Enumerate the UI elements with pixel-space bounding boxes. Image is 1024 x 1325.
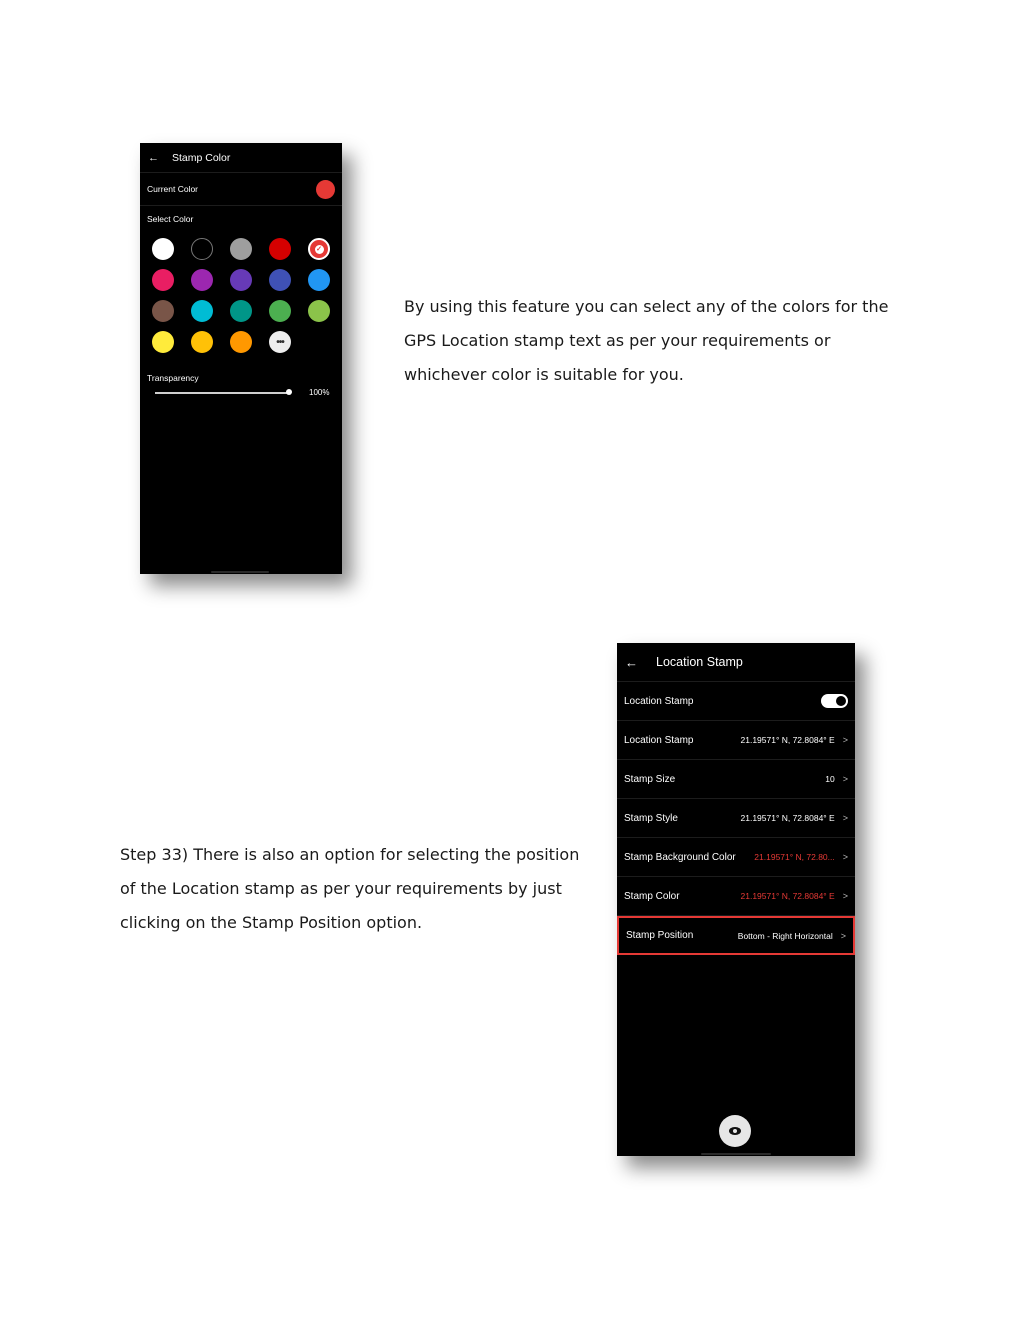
settings-list	[617, 721, 855, 955]
color-swatch[interactable]	[269, 238, 291, 260]
chevron-right-icon: >	[842, 852, 848, 862]
toggle-row-label: Location Stamp	[624, 695, 694, 707]
current-color-label: Current Color	[147, 184, 199, 194]
settings-row[interactable]	[617, 760, 855, 799]
transparency-slider-row	[140, 383, 342, 397]
current-color-swatch	[316, 180, 335, 199]
preview-button[interactable]	[719, 1115, 751, 1147]
color-swatch[interactable]	[230, 269, 252, 291]
chevron-right-icon: >	[842, 891, 848, 901]
settings-row-label: Location Stamp	[624, 734, 694, 746]
toggle-knob	[836, 696, 846, 706]
color-swatch[interactable]	[191, 238, 213, 260]
settings-row-label: Stamp Color	[624, 890, 680, 902]
settings-row-label: Stamp Style	[624, 812, 678, 824]
arrow-left-icon[interactable]: ←	[625, 654, 638, 670]
settings-row-value: 21.19571° N, 72.8084° E	[740, 891, 835, 901]
location-stamp-toggle-row[interactable]	[617, 682, 855, 721]
screen-title: Stamp Color	[172, 151, 231, 164]
color-swatch[interactable]	[308, 238, 330, 260]
settings-row-label: Stamp Background Color	[624, 851, 736, 863]
settings-row-value: 10	[825, 774, 835, 784]
color-swatch[interactable]	[308, 269, 330, 291]
color-swatch[interactable]	[230, 331, 252, 353]
color-swatch-grid	[140, 224, 342, 353]
color-swatch[interactable]	[152, 331, 174, 353]
transparency-slider[interactable]	[155, 392, 289, 394]
app-header	[617, 643, 855, 682]
chevron-right-icon: >	[842, 774, 848, 784]
color-swatch[interactable]	[191, 269, 213, 291]
color-swatch[interactable]	[269, 300, 291, 322]
settings-row-value: Bottom - Right Horizontal	[737, 930, 833, 941]
paragraph-color-feature: By using this feature you can select any of the colors for the GPS Location stamp text as per your requirements or whichever color is suitable for you.	[404, 297, 889, 384]
select-color-label: Select Color	[147, 214, 194, 224]
transparency-value: 100%	[309, 388, 330, 397]
settings-row[interactable]	[617, 721, 855, 760]
color-swatch[interactable]	[191, 300, 213, 322]
settings-row[interactable]	[617, 916, 855, 955]
settings-row-label: Stamp Position	[626, 930, 694, 941]
slider-knob[interactable]	[286, 389, 292, 395]
color-swatch[interactable]	[152, 269, 174, 291]
app-header	[140, 143, 342, 173]
settings-row[interactable]	[617, 799, 855, 838]
settings-row-label: Stamp Size	[624, 773, 676, 785]
color-swatch[interactable]	[269, 269, 291, 291]
color-swatch[interactable]	[152, 300, 174, 322]
eye-icon	[729, 1127, 741, 1135]
color-swatch[interactable]	[308, 300, 330, 322]
chevron-right-icon: >	[842, 813, 848, 823]
arrow-left-icon[interactable]: ←	[148, 151, 159, 164]
paragraph-step-33: Step 33) There is also an option for selecting the position of the Location stamp as per your requirements by just clicking on the Stamp Position option.	[120, 845, 580, 932]
more-colors-button[interactable]	[269, 331, 291, 353]
chevron-right-icon: >	[842, 735, 848, 745]
settings-row-value: 21.19571° N, 72.8084° E	[740, 735, 835, 745]
chevron-right-icon: >	[840, 930, 846, 941]
transparency-label: Transparency	[147, 373, 199, 383]
more-icon: •••	[276, 336, 284, 348]
settings-row-value: 21.19571° N, 72.8084° E	[740, 813, 835, 823]
check-icon: ✓	[316, 245, 322, 253]
current-color-row	[140, 173, 342, 206]
location-stamp-screenshot	[617, 643, 855, 1156]
screen-title: Location Stamp	[656, 655, 743, 669]
color-swatch[interactable]	[152, 238, 174, 260]
color-swatch[interactable]	[230, 300, 252, 322]
stamp-color-screenshot	[140, 143, 342, 574]
color-swatch[interactable]	[230, 238, 252, 260]
color-swatch[interactable]	[191, 331, 213, 353]
settings-row[interactable]	[617, 877, 855, 916]
home-indicator	[211, 571, 269, 573]
location-stamp-toggle[interactable]	[821, 694, 848, 708]
home-indicator	[701, 1153, 771, 1155]
settings-row[interactable]	[617, 838, 855, 877]
settings-row-value: 21.19571° N, 72.80...	[754, 852, 835, 862]
